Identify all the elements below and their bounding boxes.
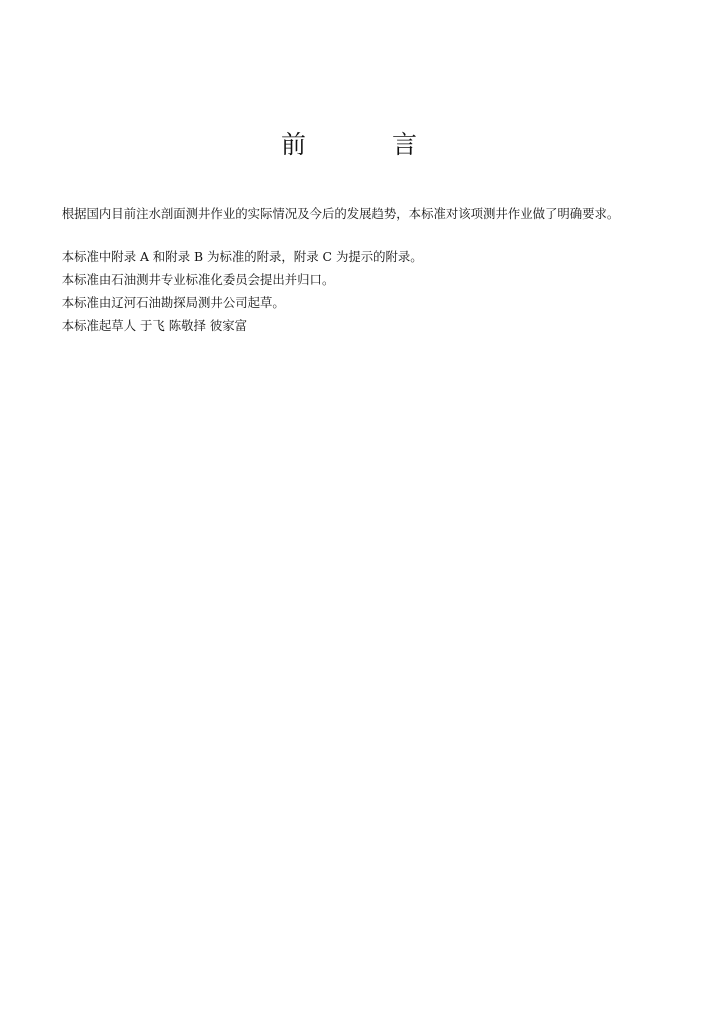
paragraph-1: 根据国内目前注水剖面测井作业的实际情况及今后的发展趋势，本标准对该项测井作业做了明确要求。 xyxy=(61,206,620,221)
preface-body xyxy=(32,204,678,336)
paragraph-5: 本标准起草人 于飞 陈敬择 彼家富 xyxy=(61,318,248,333)
paragraph-2: 本标准中附录 A 和附录 B 为标准的附录，附录 C 为提示的附录。 xyxy=(61,249,423,264)
page-title xyxy=(0,128,724,162)
paragraph-3: 本标准由石油测井专业标准化委员会提出并归口。 xyxy=(61,272,335,287)
title-char-1: 前 xyxy=(281,130,307,159)
title-char-2: 言 xyxy=(392,130,418,159)
paragraph-4: 本标准由辽河石油勘探局测井公司起草。 xyxy=(61,295,285,310)
